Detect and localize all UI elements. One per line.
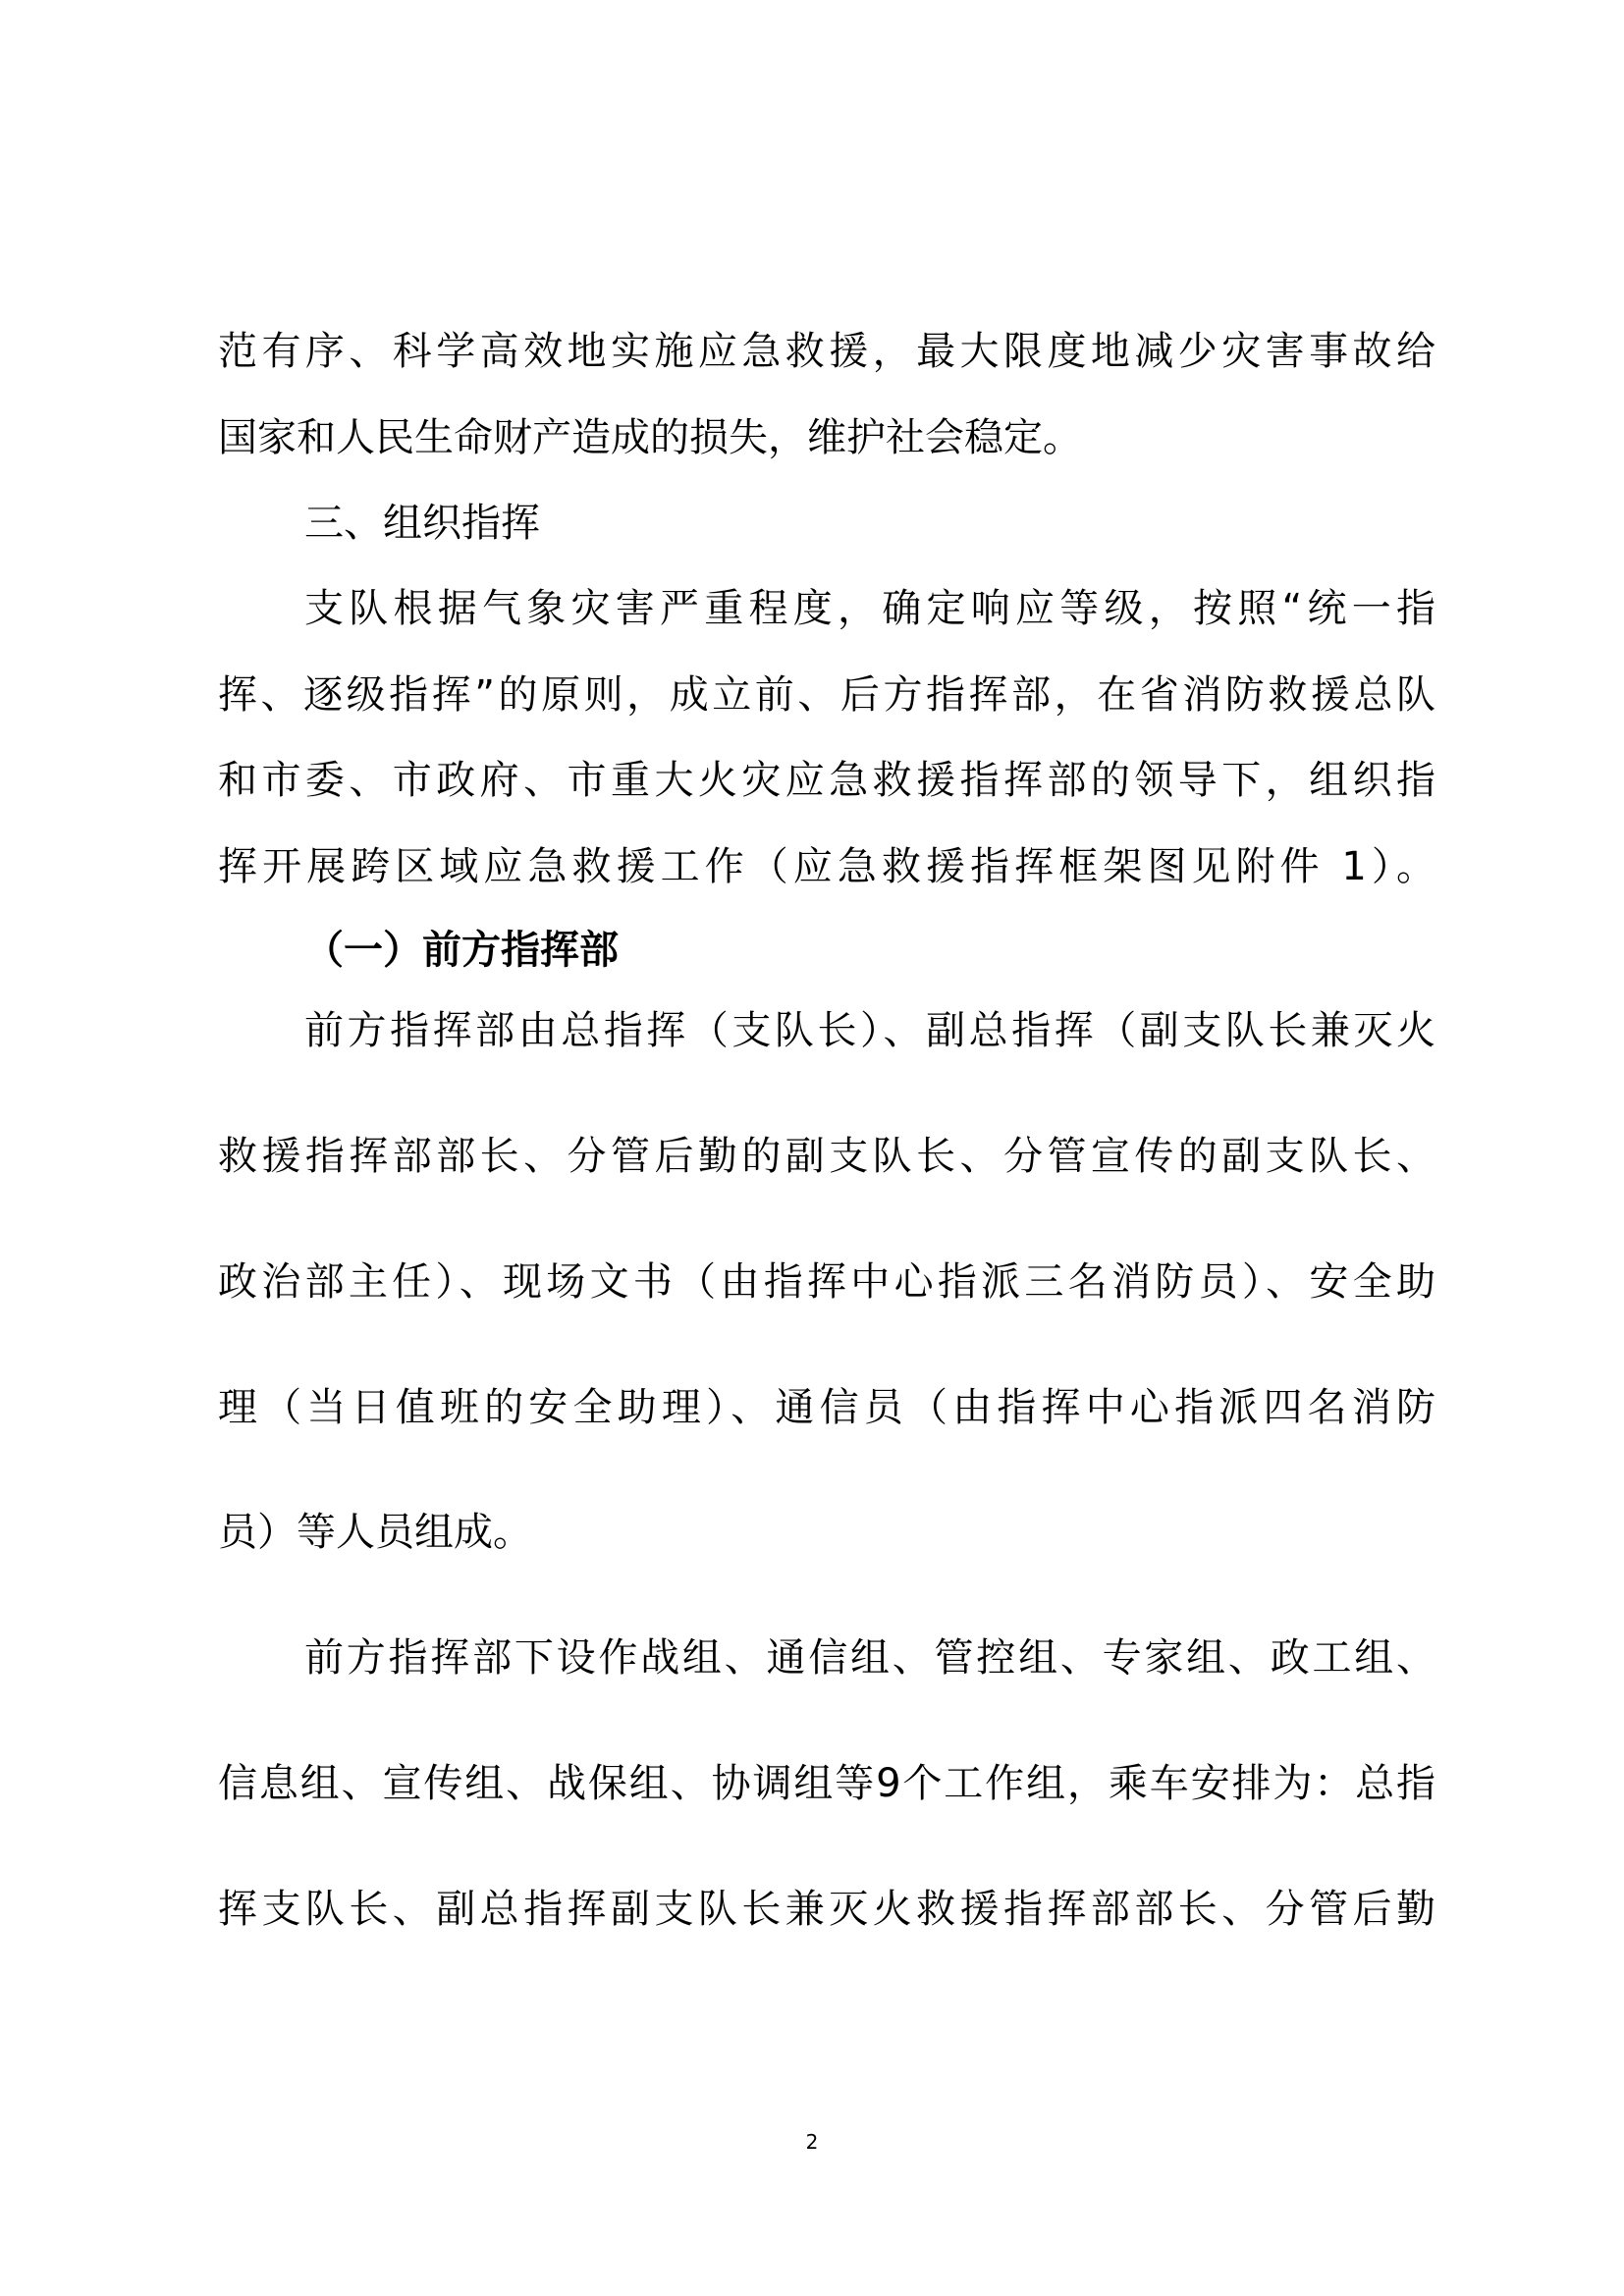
body-text-line: 救援指挥部部长、分管后勤的副支队长、分管宣传的副支队长、 (218, 1134, 1435, 1179)
body-text-line: 信息组、宣传组、战保组、协调组等9个工作组，乘车安排为：总指 (218, 1761, 1435, 1806)
body-text-line: 挥、逐级指挥”的原则，成立前、后方指挥部，在省消防救援总队 (218, 672, 1435, 718)
body-text-line: 政治部主任）、现场文书（由指挥中心指派三名消防员）、安全助 (218, 1259, 1435, 1305)
page-number: 2 (805, 2130, 819, 2154)
body-text-line: 员）等人员组成。 (218, 1510, 532, 1555)
body-text-line: 挥支队长、副总指挥副支队长兼灭火救援指挥部部长、分管后勤 (218, 1887, 1435, 1932)
body-text-line: 和市委、市政府、市重大火灾应急救援指挥部的领导下，组织指 (218, 758, 1435, 803)
body-text-line: 前方指挥部下设作战组、通信组、管控组、专家组、政工组、 (304, 1635, 1435, 1681)
body-text-line: 理（当日值班的安全助理）、通信员（由指挥中心指派四名消防 (218, 1385, 1435, 1430)
subsection-heading: （一）前方指挥部 (304, 928, 619, 973)
section-heading: 三、组织指挥 (304, 501, 540, 546)
body-text-line: 挥开展跨区域应急救援工作（应急救援指挥框架图见附件 1）。 (218, 844, 1435, 889)
body-text-line: 支队根据气象灾害严重程度，确定响应等级，按照“统一指 (304, 586, 1435, 631)
body-text-line: 前方指挥部由总指挥（支队长）、副总指挥（副支队长兼灭火 (304, 1008, 1435, 1053)
body-text-line: 范有序、科学高效地实施应急救援，最大限度地减少灾害事故给 (218, 329, 1435, 374)
body-text-line: 国家和人民生命财产造成的损失，维护社会稳定。 (218, 415, 1082, 460)
